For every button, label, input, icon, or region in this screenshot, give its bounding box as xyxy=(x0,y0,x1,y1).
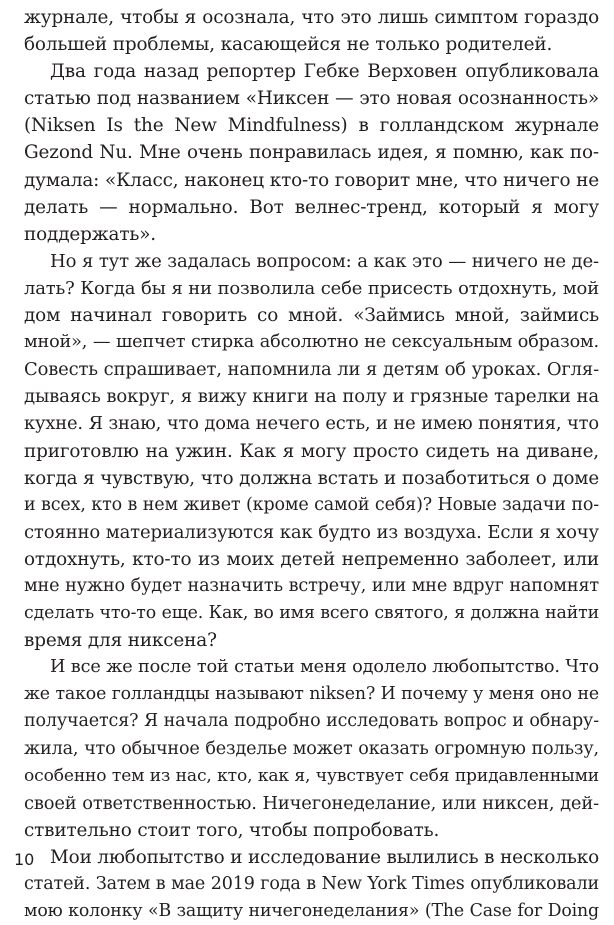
text-line: дываясь вокруг, я вижу книги на полу и грязные тарелки на xyxy=(24,386,599,408)
text-line: своей ответственностью. Ничегонеделание, или никсен, дей- xyxy=(24,792,599,814)
text-line: делать — нормально. Вот велнес-тренд, который я могу xyxy=(24,196,599,218)
text-line: думала: «Класс, наконец кто-то говорит мне, что ничего не xyxy=(24,169,599,191)
text-line: большей проблемы, касающейся не только родителей. xyxy=(24,34,553,56)
text-line: стоянно материализуются как будто из воздуха. Если я хочу xyxy=(24,521,599,543)
text-line: дом начинал говорить со мной. «Займись мной, займись xyxy=(24,305,599,327)
text-line: время для никсена? xyxy=(24,630,217,652)
text-line: жила, что обычное безделье может оказать огромную пользу, xyxy=(24,738,599,759)
text-line: Мои любопытство и исследование вылились в несколько xyxy=(50,846,599,868)
text-line: ствительно стоит того, чтобы попробовать. xyxy=(24,819,440,841)
text-line: когда я чувствую, что должна встать и позаботиться о доме xyxy=(24,467,599,489)
text-line: статью под названием «Никсен — это новая осознанность» xyxy=(24,88,599,110)
book-page-text xyxy=(24,4,599,925)
text-line: мою колонку «В защиту ничегонеделания» (The Case for Doing xyxy=(24,901,599,922)
text-line: статей. Затем в мае 2019 года в New York Times опубликовали xyxy=(24,874,599,894)
text-line: (Niksen Is the New Mindfulness) в голландском журнале xyxy=(24,115,599,137)
text-line: И все же после той статьи меня одолело любопытство. Что xyxy=(50,657,599,678)
text-line: лать? Когда бы я ни позволила себе присесть отдохнуть, мой xyxy=(24,277,599,299)
text-line: журнале, чтобы я осознала, что это лишь симптом гораздо xyxy=(24,7,599,28)
text-line: же такое голландцы называют niksen? И почему у меня оно не xyxy=(24,684,599,705)
text-line: отдохнуть, кто-то из моих детей непременно заболеет, или xyxy=(24,548,599,570)
paragraph-3 xyxy=(24,248,599,654)
text-line: Совесть спрашивает, напомнила ли я детям об уроках. Огля- xyxy=(24,359,599,381)
paragraph-4 xyxy=(24,654,599,844)
text-line: особенно тем из нас, кто, как я, чувствует себя придавленными xyxy=(24,765,599,786)
paragraph-2 xyxy=(24,58,599,248)
page-number: 10 xyxy=(14,850,35,869)
text-line: мне нужно будет назначить встречу, или мне вдруг напомнят xyxy=(24,575,599,596)
text-line: получается? Я начала подробно исследовать вопрос и обнару- xyxy=(24,711,599,732)
text-line: поддержать». xyxy=(24,223,156,245)
text-line: сделать что-то еще. Как, во имя всего святого, я должна найти xyxy=(24,603,599,624)
text-line: Два года назад репортер Гебке Верховен опубликовала xyxy=(50,61,599,83)
paragraph-1 xyxy=(24,4,599,58)
text-line: кухне. Я знаю, что дома нечего есть, и не имею понятия, что xyxy=(24,413,599,435)
text-line: Но я тут же задалась вопросом: а как это — ничего не де- xyxy=(50,250,599,272)
paragraph-5 xyxy=(24,844,599,925)
text-line: приготовлю на ужин. Как я могу просто сидеть на диване, xyxy=(24,440,599,462)
text-line: мной», — шепчет стирка абсолютно не сексуальным образом. xyxy=(24,332,599,353)
text-line: Gezond Nu. Мне очень понравилась идея, я помню, как по- xyxy=(24,142,599,164)
text-line: и всех, кто в нем живет (кроме самой себя)? Новые задачи по- xyxy=(24,494,599,515)
